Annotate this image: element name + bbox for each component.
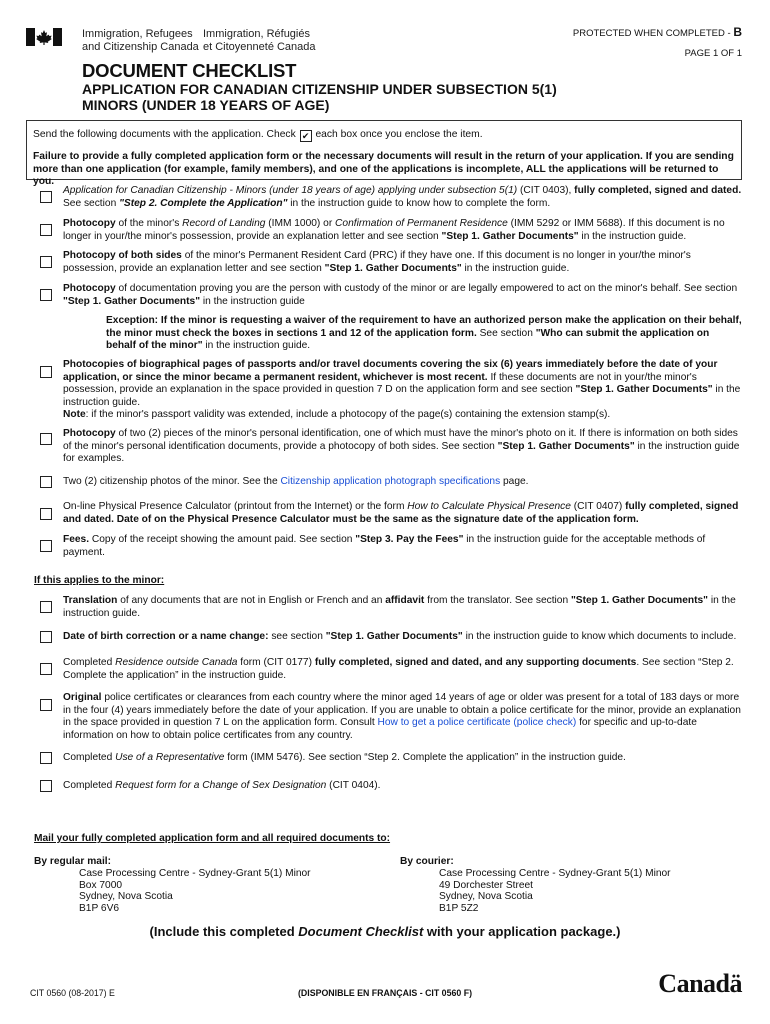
page-subtitle: APPLICATION FOR CANADIAN CITIZENSHIP UNDER SUBSECTION 5(1) — [82, 81, 557, 97]
address-line: 49 Dorchester Street — [439, 879, 533, 891]
item-text: Photocopy — [63, 283, 116, 294]
item-text: of documentation proving you are the person with custody of the minor or are legally empowered to act on the minor's behalf. See section — [115, 283, 738, 294]
include-checklist-note — [0, 924, 770, 939]
item-text: in the instruction guide for examples. — [63, 440, 740, 465]
address-line: Sydney, Nova Scotia — [439, 891, 533, 903]
item-text: "Step 1. Gather Documents" — [441, 230, 579, 242]
department-name-fr — [203, 28, 316, 54]
checkmark-icon: ✔ — [300, 130, 312, 142]
item-text: How to Calculate Physical Presence — [407, 501, 571, 512]
item-text: "Who can submit the application on behalf of the minor" — [106, 327, 710, 352]
canada-flag-icon — [26, 28, 62, 46]
item-translation — [63, 595, 743, 620]
form-identifier: CIT 0560 (08-2017) E — [30, 988, 115, 998]
item-text: "Step 1. Gather Documents" — [497, 440, 635, 452]
photo-specs-link[interactable]: Citizenship application photograph specifications — [280, 476, 501, 487]
checkbox-dob-correction[interactable] — [40, 631, 52, 643]
item-custody-proof — [63, 283, 743, 308]
item-text: Two (2) citizenship photos of the minor. See the — [63, 476, 281, 487]
french-availability: (DISPONIBLE EN FRANÇAIS - CIT 0560 F) — [298, 988, 473, 998]
exception-note — [106, 315, 742, 353]
page-title: DOCUMENT CHECKLIST — [82, 60, 297, 81]
page-subtitle-2: MINORS (UNDER 18 YEARS OF AGE) — [82, 97, 330, 113]
checkbox-personal-id[interactable] — [40, 433, 52, 445]
item-text: Original — [63, 692, 102, 703]
courier-label: By courier: — [400, 856, 454, 867]
notice-text-b: each box once you enclose the item. — [312, 129, 483, 140]
item-text: Request form for a Change of Sex Designation — [115, 780, 327, 791]
checkbox-police-certificates[interactable] — [40, 699, 52, 711]
item-text: affidavit — [385, 595, 425, 606]
item-text: (IMM 1000) or — [265, 218, 336, 229]
item-text: (CIT 0403), — [517, 185, 575, 196]
item-text: See section — [63, 197, 120, 209]
item-representative — [63, 752, 743, 765]
dept-en-line1: Immigration, Refugees — [82, 28, 193, 40]
item-text: Confirmation of Permanent Residence — [335, 218, 508, 229]
notice-warning: Failure to provide a fully completed application form or the necessary documents will result in the return of your application. If you are sending more than one application (for example, family members), and one of the applications is incomplete, ALL the applications will be returned to you. — [33, 151, 734, 187]
item-text: form (CIT 0177) — [237, 657, 315, 668]
item-text: (CIT 0404). — [326, 780, 381, 791]
item-text: Photocopies of biographical pages of passports and/or travel documents covering the six (6) years immediately before the date of your application, or since the minor became a permanent resident, whichever is most recent. — [63, 359, 718, 383]
include-text: with your application package.) — [423, 924, 621, 939]
checkbox-sex-designation[interactable] — [40, 780, 52, 792]
item-passport-copies — [63, 359, 743, 422]
protected-label — [573, 25, 742, 39]
item-text: : if the minor's passport validity was extended, include a photocopy of the page(s) containing the extension stamp(s). — [85, 409, 611, 421]
item-text: police certificates or clearances from each country where the minor aged 14 years of age or older was present for a total of 183 days or more in the four (4) years immediately before the date of your application. If you are unable to obtain a police certificate for the minor, provide an explanation in the space provided in question 7 L on the application form. Consult — [63, 692, 741, 729]
item-text: see section — [268, 631, 326, 642]
item-text: of any documents that are not in English or French and an — [117, 595, 386, 606]
address-line: Sydney, Nova Scotia — [79, 891, 173, 903]
mailing-heading: Mail your fully completed application form and all required documents to: — [34, 833, 391, 844]
item-text: fully completed, signed and dated. — [574, 185, 742, 196]
item-text: for specific and up-to-date information on how to obtain police certificates from any country. — [63, 717, 697, 741]
item-text: fully completed, signed and dated, and any supporting documents — [314, 657, 637, 668]
item-text: Residence outside Canada — [115, 657, 238, 668]
item-text: Date of birth correction or a name change: — [63, 631, 269, 642]
item-text: "Step 1. Gather Documents" — [63, 295, 201, 307]
include-text: Document Checklist — [298, 924, 424, 939]
address-line: Case Processing Centre - Sydney-Grant 5(1) Minor — [79, 867, 311, 879]
notice-box — [26, 120, 742, 187]
item-sex-designation — [63, 780, 743, 793]
checkbox-translation[interactable] — [40, 601, 52, 613]
item-text: of two (2) pieces of the minor's personal identification, one of which must have the minor's photo on it. If there is information on both sides of the minor's personal identification documents, provide a photocopy of both sides. See section — [63, 428, 738, 452]
item-text: in the instruction guide. — [578, 230, 687, 242]
item-text: Exception: If the minor is requesting a waiver of the requirement to have an authorized person make the application on their behalf, the minor must check the boxes in sections 1 and 12 of the application form. — [106, 315, 742, 339]
dept-fr-line2: et Citoyenneté Canada — [203, 41, 316, 53]
item-text: from the translator. See section — [424, 595, 571, 606]
item-text: Copy of the receipt showing the amount paid. See section — [89, 534, 356, 545]
courier-address — [400, 856, 671, 915]
item-text: "Step 3. Pay the Fees" — [355, 534, 464, 545]
checkbox-application-form[interactable] — [40, 191, 52, 203]
item-text: On-line Physical Presence Calculator (printout from the Internet) or the form — [63, 501, 408, 512]
checkbox-representative[interactable] — [40, 752, 52, 764]
item-text: If these documents are not in your/the minor's possession, provide an explanation in the space provided in question 7 D on the application form and see section — [63, 371, 697, 396]
item-text: in the instruction guide to know which documents to include. — [462, 631, 737, 642]
item-text: Completed — [63, 657, 116, 668]
dept-fr-line1: Immigration, Réfugiés — [203, 28, 310, 40]
item-fees — [63, 534, 743, 559]
item-text: in the instruction guide. — [202, 340, 311, 352]
regular-mail-label: By regular mail: — [34, 856, 111, 867]
address-line: Case Processing Centre - Sydney-Grant 5(1) Minor — [439, 867, 671, 879]
item-text: (CIT 0407) — [570, 501, 626, 512]
item-text: Completed — [63, 752, 116, 763]
item-text: Record of Landing — [182, 218, 266, 229]
dept-en-line2: and Citizenship Canada — [82, 41, 199, 53]
item-text: Fees. — [63, 534, 90, 545]
item-text: "Step 1. Gather Documents" — [324, 262, 462, 274]
item-application-form — [63, 185, 743, 210]
item-dob-correction — [63, 631, 743, 644]
department-name-en — [82, 28, 199, 54]
item-text: in the instruction guide for the acceptable methods of payment. — [63, 534, 706, 558]
protected-level: B — [733, 25, 742, 39]
include-text: (Include this completed — [149, 924, 299, 939]
item-text: form (IMM 5476). See section “Step 2. Complete the application” in the instruction guide. — [224, 752, 626, 763]
item-record-of-landing — [63, 218, 743, 243]
address-line: Box 7000 — [79, 879, 123, 891]
item-text: . See section “Step 2. Complete the application” in the instruction guide. — [63, 657, 734, 681]
address-line: B1P 5Z2 — [439, 903, 479, 915]
checkbox-pr-card[interactable] — [40, 256, 52, 268]
item-text: of the minor's Permanent Resident Card (PRC) if they have one. If this document is no longer in your/the minor's possession, provide an explanation letter and see section — [63, 250, 691, 274]
item-text: Note — [63, 409, 86, 421]
item-text: in the instruction guide — [200, 295, 305, 307]
item-text: (IMM 5292 or IMM 5688). If this document is no longer in your/the minor's possession, provide an explanation letter and see section — [63, 218, 725, 242]
checkbox-citizenship-photos[interactable] — [40, 476, 52, 488]
checkbox-fees[interactable] — [40, 540, 52, 552]
item-text: "Step 1. Gather Documents" — [325, 631, 463, 642]
checkbox-residence-outside[interactable] — [40, 663, 52, 675]
address-line: B1P 6V6 — [79, 903, 120, 915]
checkbox-record-of-landing[interactable] — [40, 224, 52, 236]
page-number: PAGE 1 OF 1 — [684, 48, 742, 59]
item-text: See section — [476, 327, 536, 339]
item-text: fully completed, signed and dated. Date of on the Physical Presence Calculator must be the same as the signature date of the application form. — [63, 501, 739, 525]
item-text: Application for Canadian Citizenship - Minors (under 18 years of age) applying under subsection 5(1) — [63, 185, 518, 196]
conditional-section-heading: If this applies to the minor: — [34, 575, 165, 586]
item-text: in the instruction guide. — [461, 262, 570, 274]
item-text: "Step 1. Gather Documents" — [570, 595, 709, 606]
item-text: Photocopy — [63, 218, 116, 229]
item-text: in the instruction guide. — [63, 595, 736, 619]
item-personal-id — [63, 428, 743, 466]
item-text: Translation — [63, 595, 118, 606]
item-text: in the instruction guide to know how to complete the form. — [287, 197, 551, 209]
notice-text-a: Send the following documents with the application. Check — [33, 129, 299, 140]
item-text: Completed — [63, 780, 116, 791]
checkbox-passport-copies[interactable] — [40, 366, 52, 378]
item-citizenship-photos — [63, 476, 743, 489]
checkbox-physical-presence[interactable] — [40, 508, 52, 520]
item-text: Photocopy — [63, 428, 116, 439]
item-text: Photocopy of both sides — [63, 250, 182, 261]
item-text: page. — [500, 476, 529, 487]
canada-wordmark-logo: Canadä — [658, 969, 742, 998]
item-text: "Step 1. Gather Documents" — [575, 384, 713, 396]
item-police-certificates — [63, 692, 743, 742]
regular-mail-address — [34, 856, 311, 915]
protected-text: PROTECTED WHEN COMPLETED - — [572, 28, 734, 39]
checkbox-custody-proof[interactable] — [40, 289, 52, 301]
item-physical-presence — [63, 501, 743, 526]
item-text: of the minor's — [115, 218, 183, 229]
item-text: in the instruction guide. — [63, 384, 741, 408]
police-certificate-link[interactable]: How to get a police certificate (police check) — [377, 717, 577, 729]
item-text: Use of a Representative — [115, 752, 225, 763]
item-pr-card — [63, 250, 743, 275]
item-text: "Step 2. Complete the Application" — [119, 197, 288, 209]
item-residence-outside — [63, 657, 743, 682]
notice-instruction — [33, 129, 483, 142]
